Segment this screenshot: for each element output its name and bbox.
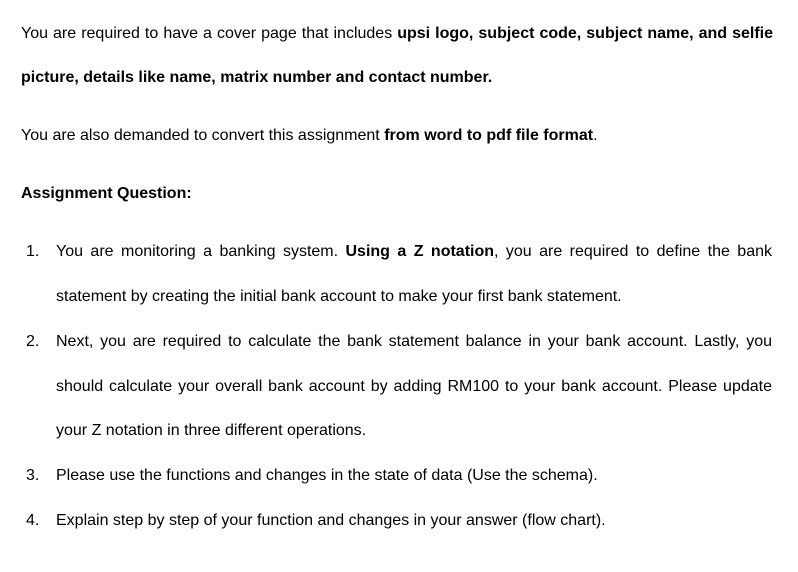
heading-text: Assignment Question: (21, 185, 192, 202)
question-number: 2. (26, 333, 40, 350)
question-1-text-a: You are monitoring a banking system. (56, 243, 346, 260)
paragraph-2 (21, 126, 598, 146)
question-number: 1. (26, 243, 40, 260)
question-2-line-3: your Z notation in three different operations. (56, 422, 367, 439)
assignment-question-heading (21, 184, 192, 204)
question-number: 4. (26, 512, 40, 529)
question-1-text-c: , you are required to define the bank (494, 243, 773, 260)
paragraph-1-line-2 (21, 68, 492, 88)
paragraph-1-bold-text: upsi logo, subject code, subject name, and selfie (397, 25, 774, 42)
paragraph-1-line-1 (21, 24, 773, 44)
paragraph-1-text: You are required to have a cover page that includes (21, 25, 398, 42)
paragraph-2-bold-text: from word to pdf file format (384, 127, 594, 144)
paragraph-2-period: . (593, 127, 598, 144)
paragraph-2-text: You are also demanded to convert this assignment (21, 127, 385, 144)
question-4-line-1: Explain step by step of your function and changes in your answer (flow chart). (56, 512, 606, 529)
question-3-line-1: Please use the functions and changes in the state of data (Use the schema). (56, 467, 598, 484)
question-1-bold-text: Using a Z notation (345, 243, 495, 260)
question-1-line-2: statement by creating the initial bank account to make your first bank statement. (56, 288, 622, 305)
question-2-line-2: should calculate your overall bank account by adding RM100 to your bank account. Please update (56, 378, 772, 395)
question-number: 3. (26, 467, 40, 484)
question-2-line-1: Next, you are required to calculate the bank statement balance in your bank account. Lastly, you (56, 333, 772, 350)
paragraph-1-bold-text-2: picture, details like name, matrix number and contact number. (21, 69, 493, 86)
question-1-line-1 (56, 242, 772, 262)
